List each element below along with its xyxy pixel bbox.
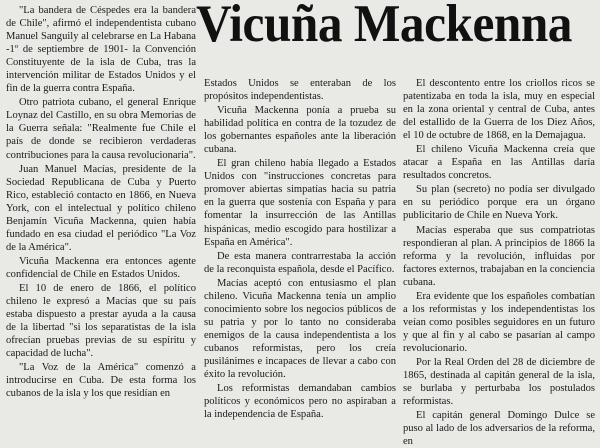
article-column-1 <box>6 4 196 400</box>
paragraph: Macías aceptó con entusiasmo el plan chileno. Vicuña Mackenna tenía un amplio conocimiento sobre los negocios públicos de su patria y por lo tanto no consideraba enemigos de la causa independentista a los cubanos reformistas, pero los creía pusilánimes e incapaces de llevar a cabo con éxito la revolución. <box>204 277 396 381</box>
paragraph: Era evidente que los españoles combatían a los reformistas y los independentistas los veían como posibles seguidores en un futuro y que al fin y al cabo se pasarían al campo revolucionario. <box>403 290 595 354</box>
paragraph: Macías esperaba que sus compatriotas respondieran al plan. A principios de 1866 la reforma y la revolución, influidas por factores externos, trabajaban en la conciencia cubana. <box>403 224 595 288</box>
paragraph: Vicuña Mackenna ponía a prueba su habilidad política en contra de la tozudez de los gobernantes españoles ante la liberación cubana. <box>204 105 396 156</box>
paragraph: El gran chileno había llegado a Estados Unidos con "instrucciones concretas para promover abiertas simpatías hacia su patria en la guerra que sostenía con España y para fomentar la insurrección de las Antillas hispánicas, medio escogido para hostilizar a España en América". <box>204 158 396 248</box>
paragraph: Estados Unidos se enteraban de los propósitos independentistas. <box>204 78 396 103</box>
paragraph: El descontento entre los criollos ricos se patentizaba en toda la isla, muy en especial en la zona oriental y central de Cuba, antes del estallido de la Guerra de los Diez Años, el 10 de octubre de 1868, en la Demajagua. <box>403 78 595 142</box>
paragraph: "La bandera de Céspedes era la bandera de Chile", afirmó el independentista cubano Manuel Sanguily al celebrarse en La Habana -1º de septiembre de 1901- la Convención Constituyente de la isla de Cuba, tras la intervención militar de Estados Unidos y el fin de la guerra contra España. <box>6 5 196 95</box>
paragraph: El chileno Vicuña Mackenna creía que atacar a España en las Antillas daría resultados concretos. <box>403 144 595 182</box>
paragraph: De esta manera contrarrestaba la acción de la reconquista española, desde el Pacífico. <box>204 250 396 275</box>
paragraph: Vicuña Mackenna era entonces agente confidencial de Chile en Estados Unidos. <box>6 255 196 280</box>
paragraph: Otro patriota cubano, el general Enrique Loynaz del Castillo, en su obra Memorias de la Guerra señala: "Realmente fue Chile el país de donde se recibieron verdaderas contribuciones para la causa revolucionaria". <box>6 97 196 161</box>
paragraph: Juan Manuel Macías, presidente de la Sociedad Republicana de Cuba y Puerto Rico, estableció contacto en 1866, en Nueva York, con el intelectual y político chileno Benjamín Vicuña Mackenna, quien había fundado en esa ciudad el periódico "La Voz de la América". <box>6 163 196 253</box>
paragraph: Su plan (secreto) no podía ser divulgado en su periódico porque era un órgano publicitario de Chile en Nueva York. <box>403 184 595 222</box>
paragraph: El capitán general Domingo Dulce se puso al lado de los adversarios de la reforma, en <box>403 410 595 448</box>
paragraph: Los reformistas demandaban cambios políticos y económicos pero no aspiraban a la independencia de España. <box>204 383 396 421</box>
article-column-3 <box>403 77 595 448</box>
headline: Vicuña Mackenna <box>196 0 572 53</box>
paragraph: El 10 de enero de 1866, el político chileno le expresó a Macías que su país estaba dispuesto a prestar ayuda a la causa de la libertad "si los separatistas de la isla ofrecían pruebas previas de su espíritu y capacidad de lucha". <box>6 282 196 360</box>
paragraph: Por la Real Orden del 28 de diciembre de 1865, destinada al capitán general de la isla, se burlaba y perturbaba los postulados reformistas. <box>403 356 595 408</box>
paragraph: "La Voz de la América" comenzó a introducirse en Cuba. De esta forma los cubanos de la isla y los que residían en <box>6 362 196 400</box>
article-column-2 <box>204 77 396 421</box>
